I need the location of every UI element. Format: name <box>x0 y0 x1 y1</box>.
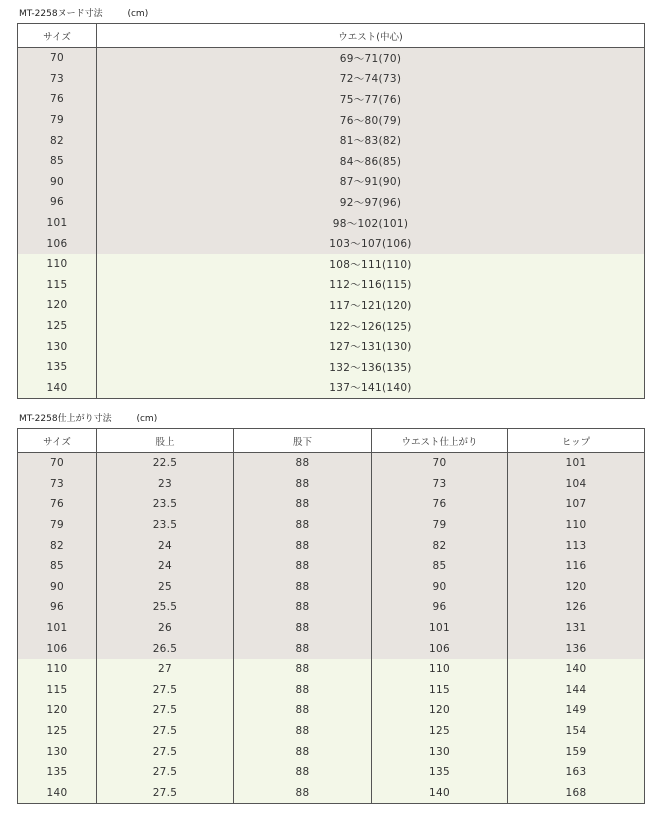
table-row <box>18 110 645 131</box>
table-row <box>18 316 645 337</box>
table-row <box>18 130 645 151</box>
hip-cell: 104 <box>508 474 645 495</box>
hip-cell: 116 <box>508 556 645 577</box>
hip-cell: 131 <box>508 618 645 639</box>
size-cell: 73 <box>18 474 97 495</box>
size-cell: 82 <box>18 535 97 556</box>
size-cell: 115 <box>18 275 97 296</box>
table-row <box>18 659 645 680</box>
finished-table-title: MT-2258仕上がり寸法 <box>19 414 112 424</box>
finished-waist-cell: 90 <box>372 577 508 598</box>
finished-waist-cell: 79 <box>372 515 508 536</box>
inseam-cell: 88 <box>234 783 372 804</box>
table-row <box>18 494 645 515</box>
table-row <box>18 213 645 234</box>
inseam-cell: 88 <box>234 680 372 701</box>
rise-cell: 27.5 <box>97 741 234 762</box>
finished-waist-cell: 140 <box>372 783 508 804</box>
inseam-cell: 88 <box>234 618 372 639</box>
finished-waist-cell: 106 <box>372 638 508 659</box>
size-cell: 106 <box>18 233 97 254</box>
waist-center-cell: 69～71(70) <box>97 48 645 69</box>
waist-center-cell: 137～141(140) <box>97 378 645 399</box>
size-cell: 90 <box>18 577 97 598</box>
finished-waist-cell: 101 <box>372 618 508 639</box>
nude-table-header-row <box>18 24 645 48</box>
size-cell: 90 <box>18 172 97 193</box>
waist-center-cell: 132～136(135) <box>97 357 645 378</box>
nude-size-table <box>17 23 645 399</box>
finished-waist-cell: 70 <box>372 453 508 474</box>
header-finished-waist: ウエスト仕上がり <box>372 429 508 453</box>
size-cell: 125 <box>18 316 97 337</box>
rise-cell: 23.5 <box>97 494 234 515</box>
table-row <box>18 336 645 357</box>
rise-cell: 23.5 <box>97 515 234 536</box>
inseam-cell: 88 <box>234 453 372 474</box>
size-cell: 125 <box>18 721 97 742</box>
size-cell: 110 <box>18 659 97 680</box>
size-cell: 79 <box>18 515 97 536</box>
finished-waist-cell: 135 <box>372 762 508 783</box>
table-row <box>18 453 645 474</box>
table-row <box>18 700 645 721</box>
inseam-cell: 88 <box>234 577 372 598</box>
waist-center-cell: 103～107(106) <box>97 233 645 254</box>
size-cell: 120 <box>18 700 97 721</box>
size-cell: 76 <box>18 494 97 515</box>
hip-cell: 101 <box>508 453 645 474</box>
size-cell: 101 <box>18 618 97 639</box>
rise-cell: 27.5 <box>97 680 234 701</box>
size-cell: 73 <box>18 69 97 90</box>
inseam-cell: 88 <box>234 762 372 783</box>
inseam-cell: 88 <box>234 494 372 515</box>
size-cell: 110 <box>18 254 97 275</box>
rise-cell: 24 <box>97 556 234 577</box>
waist-center-cell: 87～91(90) <box>97 172 645 193</box>
table-row <box>18 275 645 296</box>
table-row <box>18 192 645 213</box>
finished-table-body <box>18 453 645 804</box>
rise-cell: 23 <box>97 474 234 495</box>
inseam-cell: 88 <box>234 659 372 680</box>
finished-waist-cell: 125 <box>372 721 508 742</box>
hip-cell: 140 <box>508 659 645 680</box>
hip-cell: 144 <box>508 680 645 701</box>
inseam-cell: 88 <box>234 597 372 618</box>
table-row <box>18 357 645 378</box>
hip-cell: 136 <box>508 638 645 659</box>
inseam-cell: 88 <box>234 556 372 577</box>
table-row <box>18 556 645 577</box>
rise-cell: 27.5 <box>97 700 234 721</box>
size-cell: 96 <box>18 192 97 213</box>
size-cell: 85 <box>18 151 97 172</box>
table-row <box>18 741 645 762</box>
inseam-cell: 88 <box>234 700 372 721</box>
hip-cell: 149 <box>508 700 645 721</box>
waist-center-cell: 112～116(115) <box>97 275 645 296</box>
inseam-cell: 88 <box>234 535 372 556</box>
table-row <box>18 295 645 316</box>
finished-size-table <box>17 428 645 804</box>
nude-table-unit: (cm) <box>127 9 149 19</box>
finished-table-header-row <box>18 429 645 453</box>
waist-center-cell: 72～74(73) <box>97 69 645 90</box>
table-row <box>18 378 645 399</box>
size-cell: 106 <box>18 638 97 659</box>
waist-center-cell: 127～131(130) <box>97 336 645 357</box>
table-row <box>18 618 645 639</box>
finished-waist-cell: 96 <box>372 597 508 618</box>
rise-cell: 24 <box>97 535 234 556</box>
waist-center-cell: 92～97(96) <box>97 192 645 213</box>
waist-center-cell: 98～102(101) <box>97 213 645 234</box>
rise-cell: 27.5 <box>97 783 234 804</box>
finished-waist-cell: 73 <box>372 474 508 495</box>
finished-waist-cell: 82 <box>372 535 508 556</box>
rise-cell: 26 <box>97 618 234 639</box>
header-size: サイズ <box>18 429 97 453</box>
table-row <box>18 69 645 90</box>
size-cell: 101 <box>18 213 97 234</box>
size-cell: 85 <box>18 556 97 577</box>
waist-center-cell: 75～77(76) <box>97 89 645 110</box>
finished-waist-cell: 130 <box>372 741 508 762</box>
table-row <box>18 89 645 110</box>
hip-cell: 154 <box>508 721 645 742</box>
table-row <box>18 515 645 536</box>
header-rise: 股上 <box>97 429 234 453</box>
header-hip: ヒップ <box>508 429 645 453</box>
size-cell: 96 <box>18 597 97 618</box>
table-row <box>18 233 645 254</box>
size-cell: 82 <box>18 130 97 151</box>
table-row <box>18 638 645 659</box>
hip-cell: 107 <box>508 494 645 515</box>
rise-cell: 26.5 <box>97 638 234 659</box>
hip-cell: 163 <box>508 762 645 783</box>
size-cell: 120 <box>18 295 97 316</box>
waist-center-cell: 84～86(85) <box>97 151 645 172</box>
nude-table-caption <box>19 8 148 20</box>
waist-center-cell: 117～121(120) <box>97 295 645 316</box>
table-row <box>18 577 645 598</box>
hip-cell: 159 <box>508 741 645 762</box>
inseam-cell: 88 <box>234 741 372 762</box>
table-row <box>18 597 645 618</box>
rise-cell: 27.5 <box>97 721 234 742</box>
finished-waist-cell: 120 <box>372 700 508 721</box>
inseam-cell: 88 <box>234 721 372 742</box>
inseam-cell: 88 <box>234 638 372 659</box>
table-row <box>18 680 645 701</box>
header-inseam: 股下 <box>234 429 372 453</box>
rise-cell: 27.5 <box>97 762 234 783</box>
table-row <box>18 783 645 804</box>
size-cell: 140 <box>18 783 97 804</box>
size-cell: 115 <box>18 680 97 701</box>
finished-waist-cell: 76 <box>372 494 508 515</box>
rise-cell: 25 <box>97 577 234 598</box>
finished-waist-cell: 115 <box>372 680 508 701</box>
table-row <box>18 721 645 742</box>
header-waist-center: ウエスト(中心) <box>97 24 645 48</box>
waist-center-cell: 108～111(110) <box>97 254 645 275</box>
table-row <box>18 535 645 556</box>
finished-waist-cell: 85 <box>372 556 508 577</box>
table-row <box>18 762 645 783</box>
size-cell: 130 <box>18 741 97 762</box>
nude-table-title: MT-2258ヌード寸法 <box>19 9 103 19</box>
size-cell: 135 <box>18 762 97 783</box>
hip-cell: 110 <box>508 515 645 536</box>
size-cell: 70 <box>18 48 97 69</box>
hip-cell: 126 <box>508 597 645 618</box>
waist-center-cell: 81～83(82) <box>97 130 645 151</box>
hip-cell: 120 <box>508 577 645 598</box>
rise-cell: 27 <box>97 659 234 680</box>
table-row <box>18 48 645 69</box>
header-size: サイズ <box>18 24 97 48</box>
nude-table-body <box>18 48 645 399</box>
finished-waist-cell: 110 <box>372 659 508 680</box>
size-cell: 76 <box>18 89 97 110</box>
rise-cell: 22.5 <box>97 453 234 474</box>
finished-table-caption <box>19 413 157 425</box>
size-cell: 70 <box>18 453 97 474</box>
size-cell: 130 <box>18 336 97 357</box>
waist-center-cell: 122～126(125) <box>97 316 645 337</box>
table-row <box>18 172 645 193</box>
size-cell: 135 <box>18 357 97 378</box>
table-row <box>18 254 645 275</box>
inseam-cell: 88 <box>234 474 372 495</box>
table-row <box>18 151 645 172</box>
size-cell: 140 <box>18 378 97 399</box>
waist-center-cell: 76～80(79) <box>97 110 645 131</box>
rise-cell: 25.5 <box>97 597 234 618</box>
finished-table-unit: (cm) <box>136 414 158 424</box>
inseam-cell: 88 <box>234 515 372 536</box>
size-cell: 79 <box>18 110 97 131</box>
hip-cell: 113 <box>508 535 645 556</box>
table-row <box>18 474 645 495</box>
hip-cell: 168 <box>508 783 645 804</box>
